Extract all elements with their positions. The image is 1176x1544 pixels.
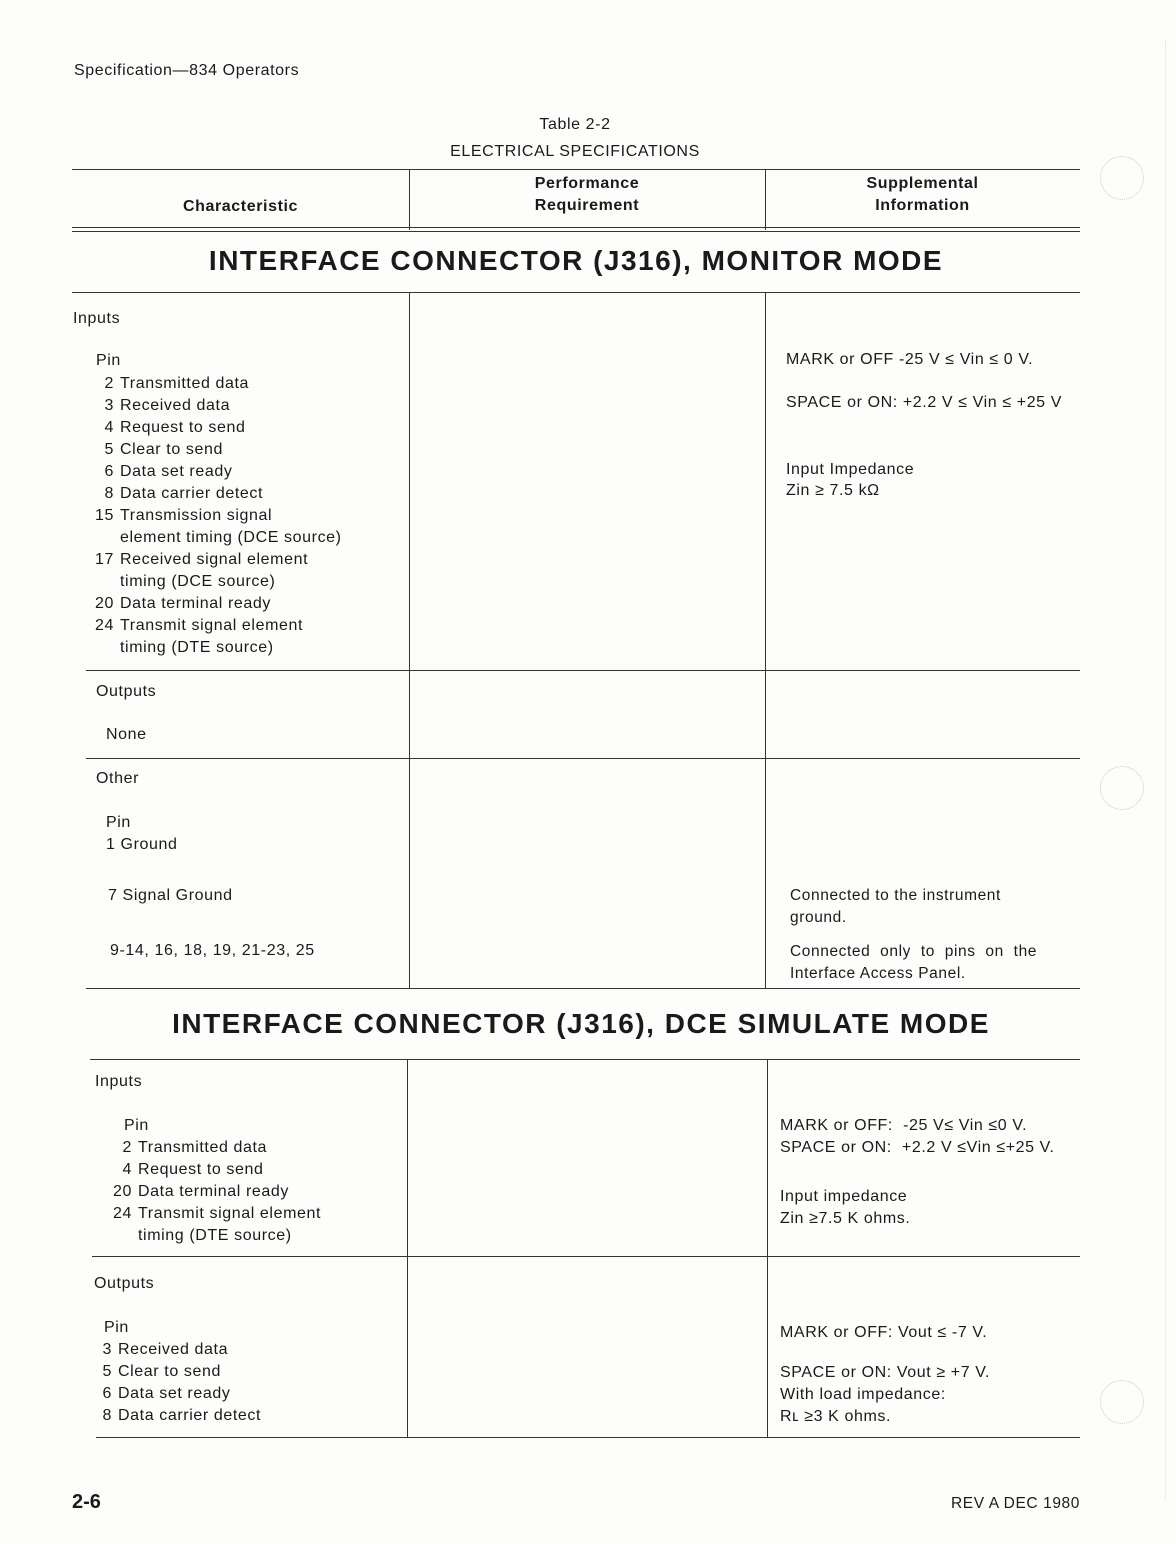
list-item: 4 Request to send <box>122 1161 264 1178</box>
page-number: 2-6 <box>72 1491 101 1513</box>
list-item: 3 Received data <box>104 397 231 414</box>
list-item-continued: element timing (DCE source) <box>120 529 342 546</box>
punch-hole-bottom <box>1100 1380 1144 1424</box>
list-item: 3 Received data <box>102 1341 229 1358</box>
dce-inputs-label: Inputs <box>95 1073 143 1090</box>
list-item: 17 Received signal element <box>95 551 309 568</box>
header-bottom-rule-1 <box>72 227 1080 228</box>
running-header: Specification—834 Operators <box>74 62 300 79</box>
dce-out-pin-label: Pin <box>104 1319 129 1336</box>
monitor-inputs-label: Inputs <box>73 310 121 327</box>
monitor-other-label: Other <box>96 770 140 787</box>
dce-supp-imp-label: Input impedance <box>780 1188 908 1205</box>
list-item-continued: timing (DCE source) <box>120 573 276 590</box>
section-title-dce: INTERFACE CONNECTOR (J316), DCE SIMULATE MODE <box>172 1008 990 1039</box>
monitor-pin-list <box>90 373 342 659</box>
monitor-supp-misc-line1: Connected only to pins on the <box>790 943 1038 960</box>
col-header-supplemental-1: Supplemental <box>866 175 979 192</box>
dce-output-pin-list <box>88 1339 261 1427</box>
monitor-other-pin1: 1 Ground <box>106 836 178 853</box>
list-item: 15 Transmission signal <box>95 507 273 524</box>
monitor-other-pin-label: Pin <box>106 814 131 831</box>
dce-supp-space: SPACE or ON: +2.2 V ≤Vin ≤+25 V. <box>780 1139 1055 1156</box>
dce-bottom-rule <box>96 1437 1080 1438</box>
monitor-supp-pin7-line2: ground. <box>790 909 847 926</box>
dce-col-divider-1 <box>407 1059 408 1438</box>
list-item-continued: timing (DTE source) <box>120 639 274 656</box>
dce-out-space: SPACE or ON: Vout ≥ +7 V. <box>780 1364 991 1381</box>
monitor-supp-space: SPACE or ON: +2.2 V ≤ Vin ≤ +25 V <box>786 394 1063 411</box>
monitor-supp-mark: MARK or OFF -25 V ≤ Vin ≤ 0 V. <box>786 351 1034 368</box>
monitor-outputs-bottom-rule <box>86 758 1080 759</box>
monitor-col-divider-2 <box>765 292 766 988</box>
list-item: 8 Data carrier detect <box>104 485 264 502</box>
dce-col-divider-2 <box>767 1059 768 1438</box>
table-top-rule <box>72 169 1080 170</box>
monitor-supp-imp-value: Zin ≥ 7.5 kΩ <box>786 482 880 499</box>
col-header-performance-2: Requirement <box>534 197 640 214</box>
list-item: 8 Data carrier detect <box>102 1407 262 1424</box>
list-item: 24 Transmit signal element <box>95 617 304 634</box>
list-item-continued: timing (DTE source) <box>138 1227 292 1244</box>
monitor-bottom-rule <box>86 988 1080 989</box>
dce-input-pin-list <box>108 1137 321 1247</box>
punch-hole-middle <box>1100 766 1144 810</box>
dce-out-mark: MARK or OFF: Vout ≤ -7 V. <box>780 1324 988 1341</box>
punch-hole-top <box>1100 156 1144 200</box>
section-title-monitor: INTERFACE CONNECTOR (J316), MONITOR MODE <box>208 245 944 276</box>
monitor-col-divider-1 <box>409 292 410 988</box>
dce-top-rule <box>90 1059 1080 1060</box>
dce-supp-mark: MARK or OFF: -25 V≤ Vin ≤0 V. <box>780 1117 1028 1134</box>
dce-out-load-label: With load impedance: <box>780 1386 946 1403</box>
monitor-other-pin7: 7 Signal Ground <box>108 887 233 904</box>
monitor-outputs-value: None <box>106 726 147 743</box>
monitor-outputs-label: Outputs <box>96 683 157 700</box>
list-item: 20 Data terminal ready <box>113 1183 290 1200</box>
list-item: 20 Data terminal ready <box>95 595 272 612</box>
col-header-characteristic: Characteristic <box>182 198 299 215</box>
col-header-performance-1: Performance <box>534 175 640 192</box>
list-item: 2 Transmitted data <box>122 1139 268 1156</box>
margin-edge <box>1165 40 1166 1500</box>
header-bottom-rule-2 <box>72 231 1080 232</box>
monitor-supp-pin7-line1: Connected to the instrument <box>790 887 1001 904</box>
list-item: 2 Transmitted data <box>104 375 250 392</box>
monitor-inputs-bottom-rule <box>86 670 1080 671</box>
monitor-other-pins-misc: 9-14, 16, 18, 19, 21-23, 25 <box>110 942 315 959</box>
list-item: 6 Data set ready <box>102 1385 231 1402</box>
dce-pin-label: Pin <box>124 1117 149 1134</box>
table-title: ELECTRICAL SPECIFICATIONS <box>450 143 700 160</box>
monitor-supp-misc-line2: Interface Access Panel. <box>790 965 966 982</box>
list-item: 5 Clear to send <box>102 1363 221 1380</box>
list-item: 6 Data set ready <box>104 463 233 480</box>
list-item: 5 Clear to send <box>104 441 223 458</box>
monitor-top-rule <box>72 292 1080 293</box>
list-item: 4 Request to send <box>104 419 246 436</box>
monitor-supp-imp-label: Input Impedance <box>786 461 915 478</box>
dce-outputs-label: Outputs <box>94 1275 155 1292</box>
list-item: 24 Transmit signal element <box>113 1205 322 1222</box>
dce-out-load-value: Rʟ ≥3 K ohms. <box>780 1408 892 1425</box>
table-number: Table 2-2 <box>539 116 611 133</box>
col-header-supplemental-2: Information <box>875 197 970 214</box>
monitor-pin-label: Pin <box>96 352 121 369</box>
dce-supp-imp-value: Zin ≥7.5 K ohms. <box>780 1210 911 1227</box>
revision-stamp: REV A DEC 1980 <box>950 1495 1080 1512</box>
dce-inputs-bottom-rule <box>92 1256 1080 1257</box>
